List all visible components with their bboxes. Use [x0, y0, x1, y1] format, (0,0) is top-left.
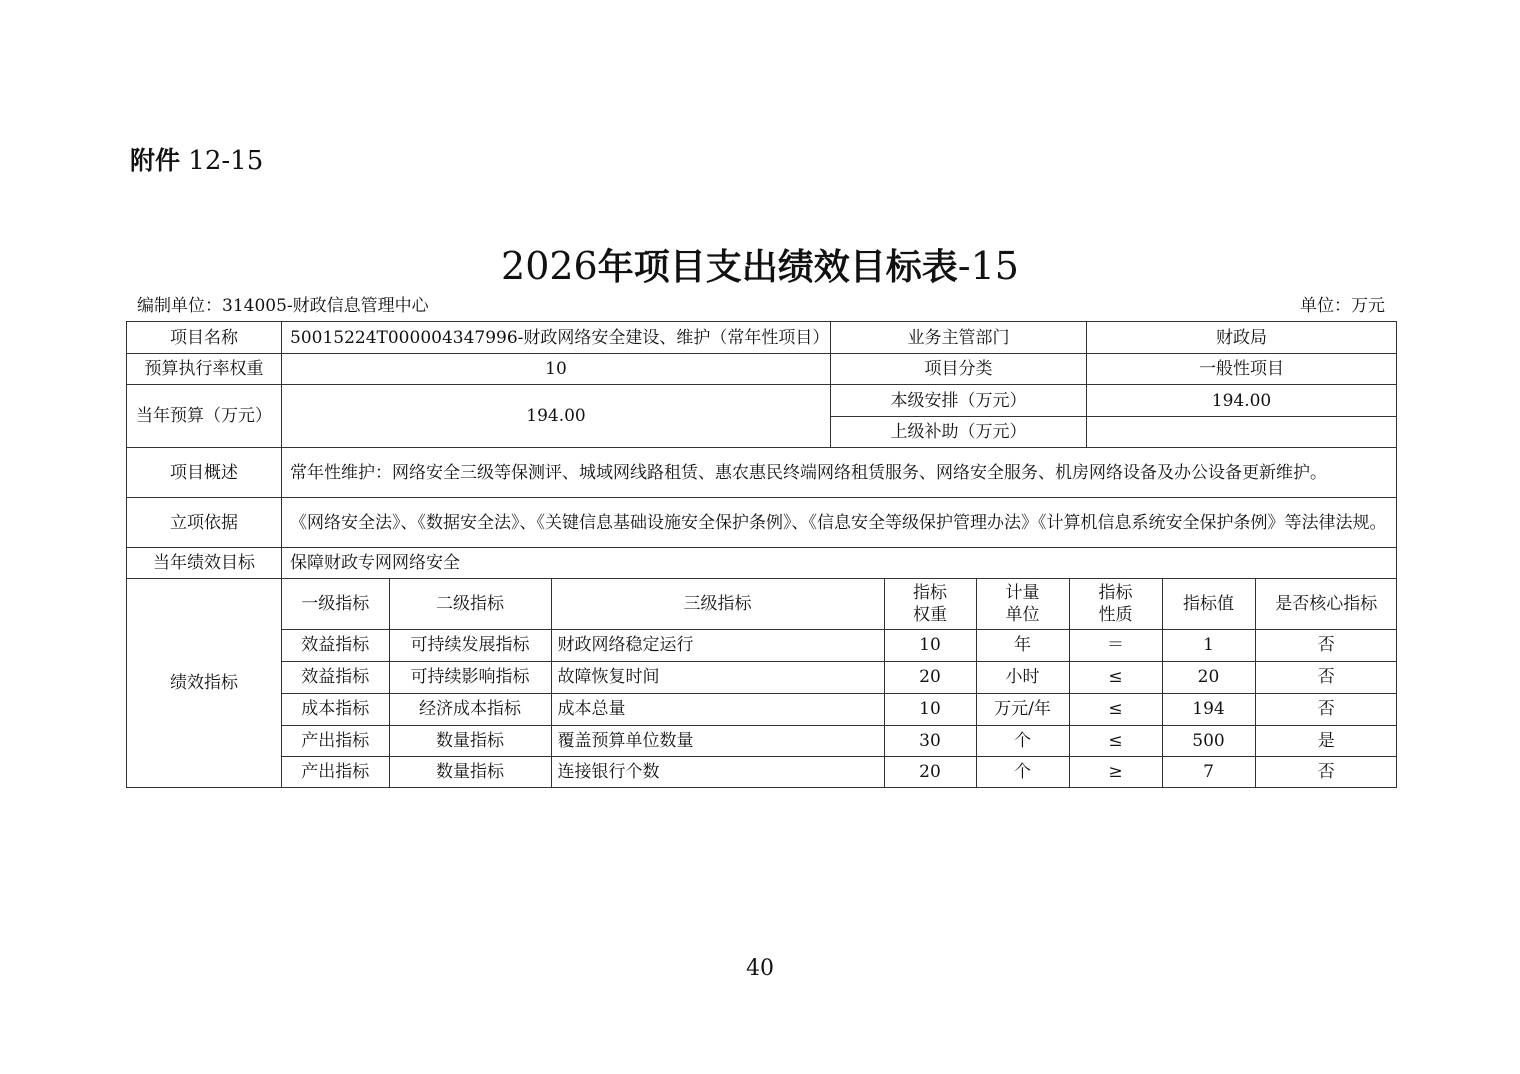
- cell-unit: 年: [976, 629, 1069, 661]
- local-label: 本级安排（万元）: [831, 385, 1087, 417]
- cell-nature: ≥: [1069, 756, 1162, 787]
- dept-label: 业务主管部门: [831, 322, 1087, 354]
- table-row: [282, 661, 1397, 693]
- goal-value: 保障财政专网网络安全: [282, 548, 1397, 579]
- cell-level1: 成本指标: [282, 693, 389, 725]
- cell-core: 否: [1255, 661, 1397, 693]
- cell-level1: 产出指标: [282, 756, 389, 787]
- header-unit: [976, 579, 1069, 629]
- budget-value: 194.00: [282, 385, 831, 448]
- cell-level1: 产出指标: [282, 725, 389, 756]
- cell-unit: 小时: [976, 661, 1069, 693]
- overview-label: 项目概述: [127, 448, 282, 498]
- cell-nature: ≤: [1069, 661, 1162, 693]
- header-level2: 二级指标: [389, 579, 551, 629]
- currency-unit: 单位：万元: [1300, 296, 1385, 316]
- cell-core: 否: [1255, 629, 1397, 661]
- cell-value: 7: [1162, 756, 1255, 787]
- basis-label: 立项依据: [127, 498, 282, 548]
- budget-label: 当年预算（万元）: [127, 385, 282, 448]
- header-core: 是否核心指标: [1255, 579, 1397, 629]
- header-nature-line1: 指标: [1098, 582, 1133, 603]
- indicators-cell: [282, 579, 1397, 788]
- header-weight-line2: 权重: [913, 604, 947, 625]
- title-year: 2026: [501, 244, 598, 288]
- cell-level1: 效益指标: [282, 629, 389, 661]
- page-title: [0, 238, 1520, 296]
- header-weight: [884, 579, 976, 629]
- basis-value: 《网络安全法》、《数据安全法》、《关键信息基础设施安全保护条例》、《信息安全等级保护管理办法》《计算机信息系统安全保护条例》等法律法规。: [282, 498, 1397, 548]
- cell-core: 否: [1255, 693, 1397, 725]
- category-label: 项目分类: [831, 354, 1087, 385]
- cell-level3: 连接银行个数: [551, 756, 884, 787]
- table-row: [282, 629, 1397, 661]
- upper-value: [1087, 417, 1397, 448]
- cell-core: 否: [1255, 756, 1397, 787]
- cell-value: 1: [1162, 629, 1255, 661]
- cell-level2: 可持续发展指标: [389, 629, 551, 661]
- dept-value: 财政局: [1087, 322, 1397, 354]
- cell-unit: 个: [976, 725, 1069, 756]
- cell-weight: 30: [884, 725, 976, 756]
- project-name-label: 项目名称: [127, 322, 282, 354]
- cell-level2: 经济成本指标: [389, 693, 551, 725]
- performance-table: [126, 321, 1397, 788]
- cell-nature: ＝: [1069, 629, 1162, 661]
- header-weight-line1: 指标: [913, 582, 947, 603]
- table-row: [282, 756, 1397, 787]
- cell-level3: 财政网络稳定运行: [551, 629, 884, 661]
- cell-level3: 覆盖预算单位数量: [551, 725, 884, 756]
- indicators-label: 绩效指标: [127, 579, 282, 788]
- header-level1: 一级指标: [282, 579, 389, 629]
- attachment-word: 附件: [130, 146, 181, 175]
- cell-unit: 万元/年: [976, 693, 1069, 725]
- header-nature-line2: 性质: [1098, 604, 1133, 625]
- indicators-header-row: [282, 579, 1397, 629]
- title-suffix: -15: [957, 244, 1019, 288]
- header-value: 指标值: [1162, 579, 1255, 629]
- cell-unit: 个: [976, 756, 1069, 787]
- category-value: 一般性项目: [1087, 354, 1397, 385]
- attachment-number: 12-15: [188, 146, 264, 176]
- cell-level3: 成本总量: [551, 693, 884, 725]
- header-unit-line1: 计量: [1005, 582, 1040, 603]
- header-unit-line2: 单位: [1005, 604, 1040, 625]
- title-text: 年项目支出绩效目标表: [597, 247, 958, 288]
- cell-level1: 效益指标: [282, 661, 389, 693]
- cell-weight: 10: [884, 693, 976, 725]
- cell-level2: 数量指标: [389, 725, 551, 756]
- cell-core: 是: [1255, 725, 1397, 756]
- local-value: 194.00: [1087, 385, 1397, 417]
- cell-level3: 故障恢复时间: [551, 661, 884, 693]
- cell-weight: 20: [884, 756, 976, 787]
- cell-value: 500: [1162, 725, 1255, 756]
- exec-rate-value: 10: [282, 354, 831, 385]
- attachment-label: [130, 143, 263, 179]
- header-level3: 三级指标: [551, 579, 884, 629]
- cell-value: 194: [1162, 693, 1255, 725]
- cell-weight: 10: [884, 629, 976, 661]
- cell-level2: 数量指标: [389, 756, 551, 787]
- page-number: 40: [746, 956, 774, 981]
- goal-label: 当年绩效目标: [127, 548, 282, 579]
- cell-level2: 可持续影响指标: [389, 661, 551, 693]
- indicators-table: [282, 579, 1397, 787]
- table-row: [282, 693, 1397, 725]
- table-row: [282, 725, 1397, 756]
- cell-nature: ≤: [1069, 693, 1162, 725]
- cell-value: 20: [1162, 661, 1255, 693]
- project-name: 50015224T000004347996-财政网络安全建设、维护（常年性项目）: [282, 322, 831, 354]
- cell-nature: ≤: [1069, 725, 1162, 756]
- exec-rate-label: 预算执行率权重: [127, 354, 282, 385]
- compiler-unit: 编制单位：314005-财政信息管理中心: [137, 296, 429, 316]
- cell-weight: 20: [884, 661, 976, 693]
- upper-label: 上级补助（万元）: [831, 417, 1087, 448]
- header-nature: [1069, 579, 1162, 629]
- overview-value: 常年性维护：网络安全三级等保测评、城域网线路租赁、惠农惠民终端网络租赁服务、网络安全服务、机房网络设备及办公设备更新维护。: [282, 448, 1397, 498]
